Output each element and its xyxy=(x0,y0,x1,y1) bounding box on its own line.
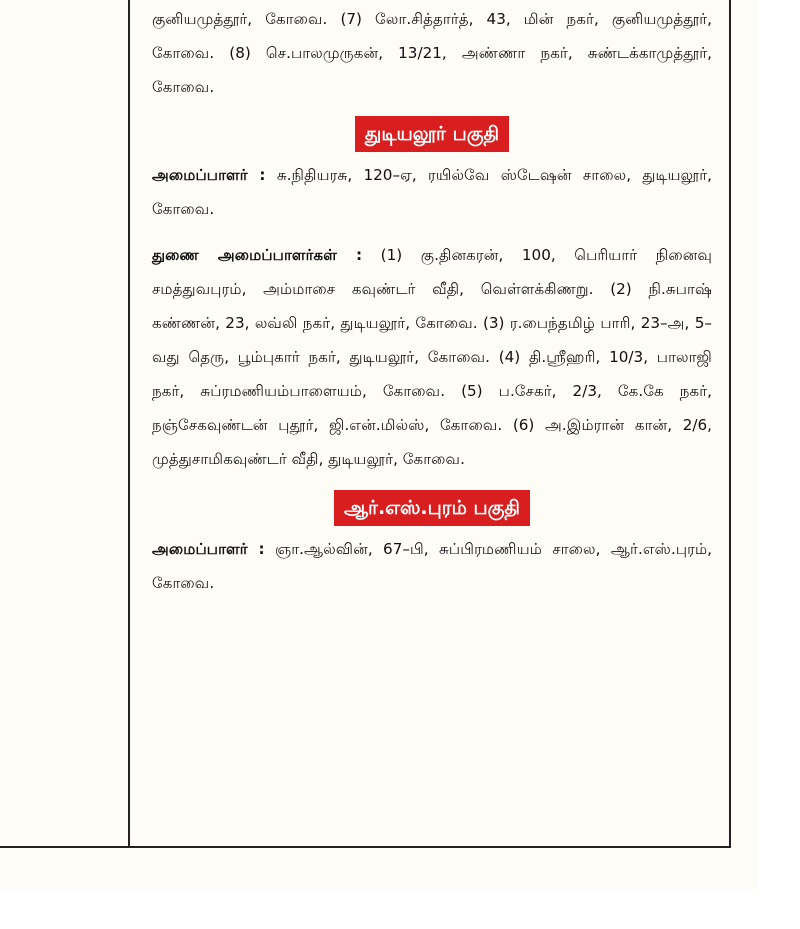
deputy-label: துணை அமைப்பாளர்கள் : xyxy=(152,246,363,264)
deputy-paragraph xyxy=(152,238,712,476)
deputy-text: (1) கு.தினகரன், 100, பெரியார் நினைவு சமத்துவபுரம், அம்மாசை கவுண்டர் வீதி, வெள்ளக்கிணறு. (2) நி.சுபாஷ் கண்ணன், 23, லவ்லி நகர், துடியலூர், கோவை. (3) ர.பைந்தமிழ் பாரி, 23–அ, 5–வது தெரு, பூம்புகார் நகர், துடியலூர், கோவை. (4) தி.ஸ்ரீஹரி, 10/3, பாலாஜி நகர், சுப்ரமணியம்பாளையம், கோவை. (5) ப.சேகர், 2/3, கே.கே நகர், நஞ்சேகவுண்டன் புதூர், ஜி.என்.மில்ஸ், கோவை. (6) அ.இம்ரான் கான், 2/6, முத்துசாமிகவுண்டர் வீதி, துடியலூர், கோவை. xyxy=(152,246,712,468)
organizer-paragraph xyxy=(152,532,712,600)
bottom-border xyxy=(0,846,731,848)
section-heading-wrap xyxy=(152,490,712,526)
right-border xyxy=(729,0,731,848)
organizer-paragraph xyxy=(152,158,712,226)
organizer-text: ஞா.ஆல்வின், 67–பி, சுப்பிரமணியம் சாலை, ஆர்.எஸ்.புரம், கோவை. xyxy=(152,540,713,592)
column-divider xyxy=(128,0,130,848)
top-paragraph: குனியமுத்தூர், கோவை. (7) லோ.சித்தார்த், 43, மின் நகர், குனியமுத்தூர், கோவை. (8) செ.பாலமுருகன், 13/21, அண்ணா நகர், சுண்டக்காமுத்தூர், கோவை. xyxy=(152,10,712,96)
organizer-text: சு.நிதியரசு, 120–ஏ, ரயில்வே ஸ்டேஷன் சாலை, துடியலூர், கோவை. xyxy=(152,166,712,218)
section-heading-wrap xyxy=(152,116,712,152)
main-column xyxy=(152,0,712,600)
section-heading: துடியலூர் பகுதி xyxy=(355,116,509,152)
organizer-label: அமைப்பாளர் : xyxy=(152,540,265,558)
organizer-label: அமைப்பாளர் : xyxy=(152,166,266,184)
section-heading: ஆர்.எஸ்.புரம் பகுதி xyxy=(334,490,530,526)
